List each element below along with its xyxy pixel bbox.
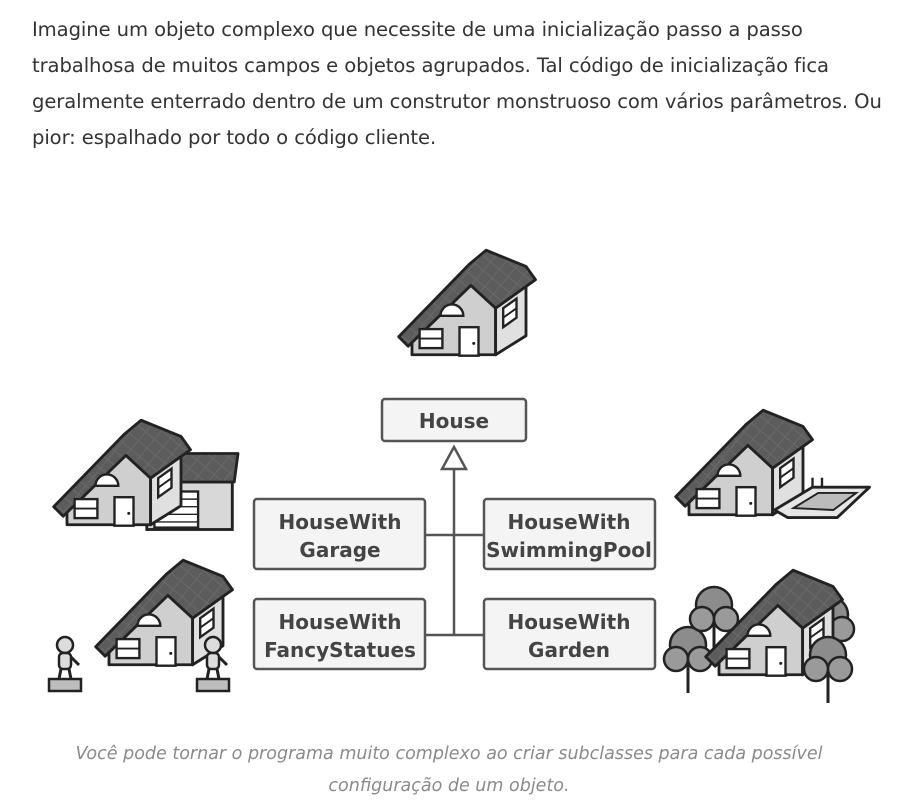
subclass-label-line2: Garden bbox=[528, 638, 610, 662]
subclass-box-swimming-pool bbox=[484, 499, 655, 569]
house-class-box bbox=[382, 399, 526, 441]
subclass-label-line1: HouseWith bbox=[278, 510, 402, 534]
subclass-label-line1: HouseWith bbox=[507, 610, 631, 634]
subclass-label-line2: Garage bbox=[299, 538, 381, 562]
subclass-box-fancy-statues bbox=[254, 599, 425, 669]
subclass-box-garage bbox=[254, 499, 425, 569]
intro-paragraph: Imagine um objeto complexo que necessite de uma inicialização passo a passo trabalhosa de muitos campos e objetos agrupados. Tal código de inicialização fica geralmente enterrado dentro de um construtor monstruoso com vários parâmetros. Ou pior: espalhado por todo o código cliente. bbox=[32, 18, 882, 149]
inheritance-arrowhead bbox=[442, 447, 466, 469]
class-hierarchy-diagram bbox=[0, 225, 898, 715]
subclass-box-garden bbox=[484, 599, 655, 669]
house-with-garden-illustration bbox=[664, 570, 854, 703]
inheritance-connectors bbox=[425, 470, 484, 635]
subclass-label-line2: SwimmingPool bbox=[486, 538, 652, 562]
house-with-fancy-statues-illustration bbox=[49, 560, 233, 691]
subclass-label-line2: FancyStatues bbox=[264, 638, 416, 662]
subclass-label-line1: HouseWith bbox=[507, 510, 631, 534]
house-with-garage-illustration bbox=[54, 420, 238, 529]
house-class-label: House bbox=[418, 409, 490, 433]
figure-caption: Você pode tornar o programa muito complexo ao criar subclasses para cada possível configuração de um objeto. bbox=[75, 744, 823, 796]
subclass-label-line1: HouseWith bbox=[278, 610, 402, 634]
house-with-swimming-pool-illustration bbox=[676, 410, 870, 517]
house-illustration bbox=[399, 250, 536, 355]
